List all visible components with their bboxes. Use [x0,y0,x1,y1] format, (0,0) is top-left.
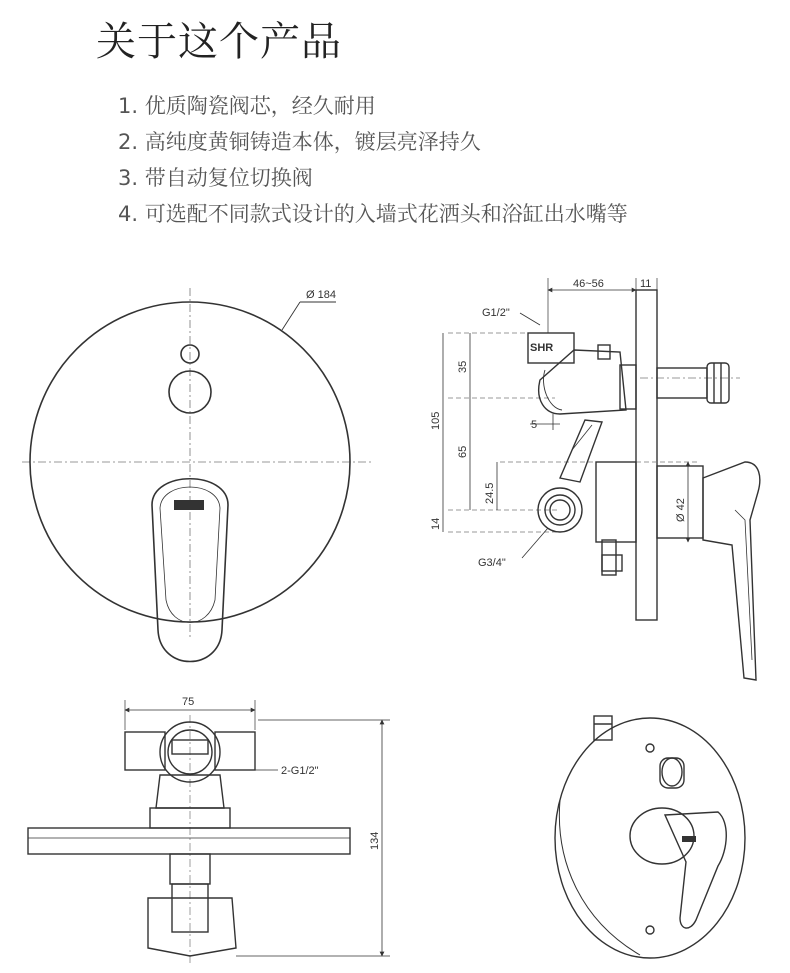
handle-logo [174,500,204,510]
top-view [28,700,390,965]
dim-2g: 2-G1/2" [281,765,319,777]
front-view [22,288,374,662]
dim-65: 65 [457,445,469,458]
side-view [443,278,760,680]
wall-plate [636,290,657,620]
feature-item: 4. 可选配不同款式设计的入墙式花洒头和浴缸出水嘴等 [118,202,628,226]
iso-view [555,716,745,958]
left-inlet [125,732,165,770]
feature-item: 2. 高纯度黄铜铸造本体，镀层亮泽持久 [118,130,481,154]
cartridge-housing [596,462,636,542]
page-title: 关于这个产品 [96,19,342,65]
dim-24-5: 24.5 [484,482,496,504]
iso-escutcheon [555,718,745,958]
dim-5: 5 [531,419,538,431]
dim-75: 75 [182,696,195,708]
g-three-quarter-label: G3/4" [478,557,506,569]
dim-35: 35 [457,360,469,373]
top-escutcheon-plate [28,828,350,854]
dim-11: 11 [640,278,652,290]
feature-item: 1. 优质陶瓷阀芯，经久耐用 [118,94,376,118]
feature-item: 3. 带自动复位切换阀 [118,166,313,190]
top-handle [148,898,236,956]
dim-14: 14 [430,517,442,530]
valve-body-logo: SHR [530,342,554,354]
dim-105: 105 [430,411,442,430]
right-inlet [215,732,255,770]
iso-diverter [660,758,684,788]
iso-lever [665,812,726,928]
diameter-label: Ø 184 [306,289,336,301]
dim-134: 134 [369,831,381,850]
side-diverter-stem [657,368,707,398]
g-half-label: G1/2" [482,307,510,319]
side-diverter-knob [707,363,729,403]
dim-46-56: 46~56 [573,278,604,290]
dim-d42: Ø 42 [675,498,687,522]
